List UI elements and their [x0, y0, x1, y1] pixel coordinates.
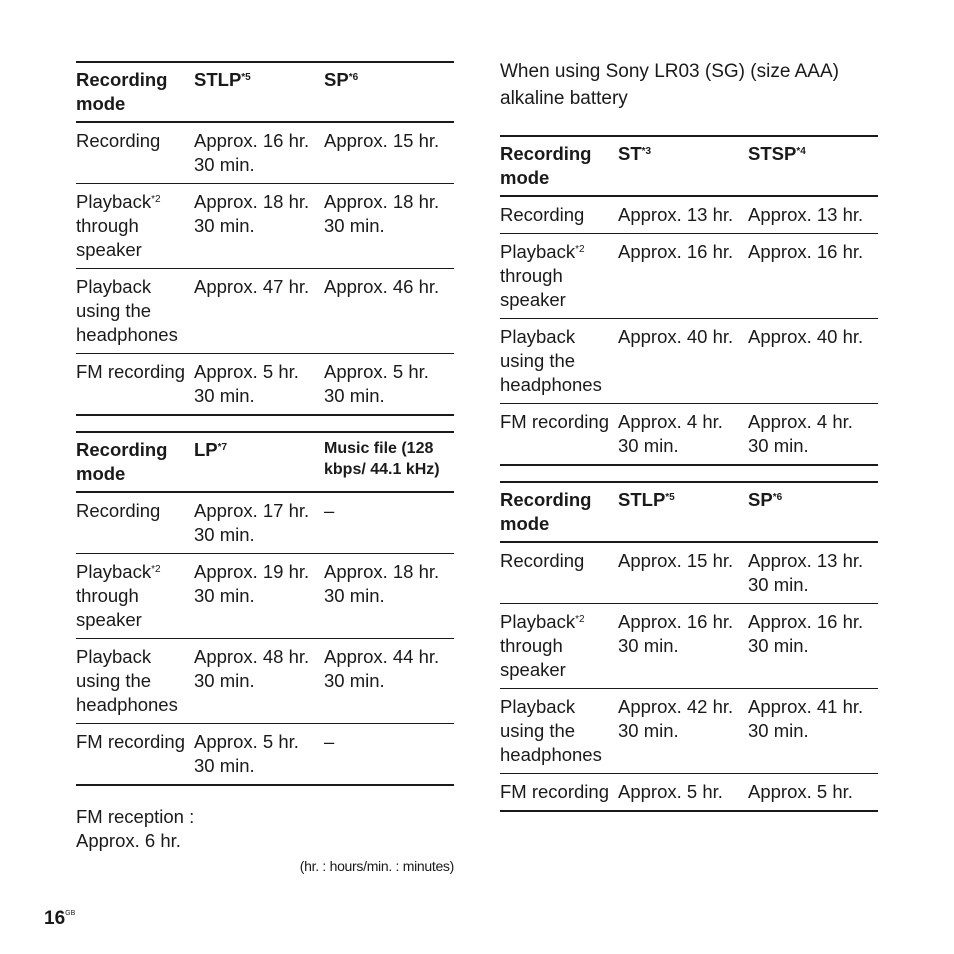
row-label: Recording [76, 130, 161, 151]
table-row [76, 724, 454, 786]
table-row [76, 354, 454, 416]
header-music-file: Music file (128 kbps/ 44.1 kHz) [324, 440, 440, 478]
row-value: Approx. 48 hr. 30 min. [194, 646, 310, 691]
section-heading: When using Sony LR03 (SG) (size AAA) alkaline battery [500, 61, 839, 109]
row-value: Approx. 15 hr. [324, 130, 440, 151]
table-row [76, 554, 454, 639]
header-recording-mode: Recording mode [76, 439, 168, 484]
row-value: Approx. 18 hr. 30 min. [324, 191, 440, 236]
row-label: FM recording [76, 731, 185, 752]
left-column [76, 61, 454, 875]
row-value: Approx. 18 hr. 30 min. [324, 561, 440, 606]
row-value: Approx. 17 hr. 30 min. [194, 500, 310, 545]
table-row [500, 604, 878, 689]
header-recording-mode: Recording mode [500, 489, 592, 534]
row-value: Approx. 5 hr. 30 min. [324, 361, 429, 406]
row-value: Approx. 4 hr. 30 min. [748, 411, 853, 456]
row-value: Approx. 16 hr. [748, 241, 864, 262]
table-row [500, 774, 878, 812]
battery-life-table-lp-music [76, 431, 454, 786]
header-sp: SP$^{*6}$ [324, 69, 359, 90]
row-value: Approx. 41 hr. 30 min. [748, 696, 864, 741]
row-value: Approx. 47 hr. [194, 276, 310, 297]
header-stlp: STLP$^{*5}$ [618, 489, 675, 510]
row-value: Approx. 13 hr. [618, 204, 734, 225]
row-label: Playback$^{*2}$ through speaker [76, 561, 161, 630]
header-lp: LP$^{*7}$ [194, 439, 228, 460]
row-value: Approx. 40 hr. [748, 326, 864, 347]
table-row [500, 689, 878, 774]
row-value: – [324, 731, 335, 752]
row-label: Playback using the headphones [500, 326, 602, 395]
row-value: Approx. 16 hr. 30 min. [194, 130, 310, 175]
row-label: Playback$^{*2}$ through speaker [500, 611, 585, 680]
row-value: Approx. 18 hr. 30 min. [194, 191, 310, 236]
table-row [500, 404, 878, 466]
table-row [500, 196, 878, 234]
row-label: Playback$^{*2}$ through speaker [500, 241, 585, 310]
row-label: Playback using the headphones [76, 276, 178, 345]
row-value: Approx. 5 hr. 30 min. [194, 731, 299, 776]
row-label: FM recording [500, 781, 609, 802]
row-value: Approx. 15 hr. [618, 550, 734, 571]
row-value: Approx. 4 hr. 30 min. [618, 411, 723, 456]
row-value: Approx. 16 hr. [618, 241, 734, 262]
battery-life-table-st-stsp [500, 135, 878, 466]
right-column [500, 58, 878, 812]
table-row [500, 542, 878, 604]
row-value: Approx. 42 hr. 30 min. [618, 696, 734, 741]
row-label: FM recording [500, 411, 609, 432]
row-value: – [324, 500, 335, 521]
row-value: Approx. 44 hr. 30 min. [324, 646, 440, 691]
battery-life-table-stlp-sp [76, 61, 454, 416]
table-row [76, 269, 454, 354]
row-value: Approx. 46 hr. [324, 276, 440, 297]
table-row [76, 492, 454, 554]
row-value: Approx. 16 hr. 30 min. [748, 611, 864, 656]
table-header-row [500, 482, 878, 542]
table-row [76, 122, 454, 184]
row-value: Approx. 40 hr. [618, 326, 734, 347]
table-row [76, 184, 454, 269]
table-row [76, 639, 454, 724]
row-label: Recording [500, 204, 585, 225]
page-number: $16^{GB}$ [44, 908, 76, 929]
battery-life-table-stlp-sp-alkaline [500, 481, 878, 812]
row-value: Approx. 16 hr. 30 min. [618, 611, 734, 656]
table-row [500, 319, 878, 404]
table-header-row [500, 136, 878, 196]
table-header-row [76, 62, 454, 122]
header-recording-mode: Recording mode [76, 69, 168, 114]
row-value: Approx. 19 hr. 30 min. [194, 561, 310, 606]
fm-reception-note: FM reception : Approx. 6 hr. [76, 806, 195, 851]
row-label: FM recording [76, 361, 185, 382]
row-value: Approx. 13 hr. [748, 204, 864, 225]
header-sp: SP$^{*6}$ [748, 489, 783, 510]
row-label: Playback using the headphones [500, 696, 602, 765]
header-stsp: STSP$^{*4}$ [748, 143, 806, 164]
row-value: Approx. 5 hr. [748, 781, 853, 802]
row-value: Approx. 13 hr. 30 min. [748, 550, 864, 595]
row-label: Recording [500, 550, 585, 571]
table-row [500, 234, 878, 319]
header-stlp: STLP$^{*5}$ [194, 69, 251, 90]
row-label: Recording [76, 500, 161, 521]
row-label: Playback$^{*2}$ through speaker [76, 191, 161, 260]
units-note: (hr. : hours/min. : minutes) [299, 858, 454, 874]
table-header-row [76, 432, 454, 492]
row-label: Playback using the headphones [76, 646, 178, 715]
row-value: Approx. 5 hr. 30 min. [194, 361, 299, 406]
row-value: Approx. 5 hr. [618, 781, 723, 802]
header-st: ST$^{*3}$ [618, 143, 652, 164]
header-recording-mode: Recording mode [500, 143, 592, 188]
